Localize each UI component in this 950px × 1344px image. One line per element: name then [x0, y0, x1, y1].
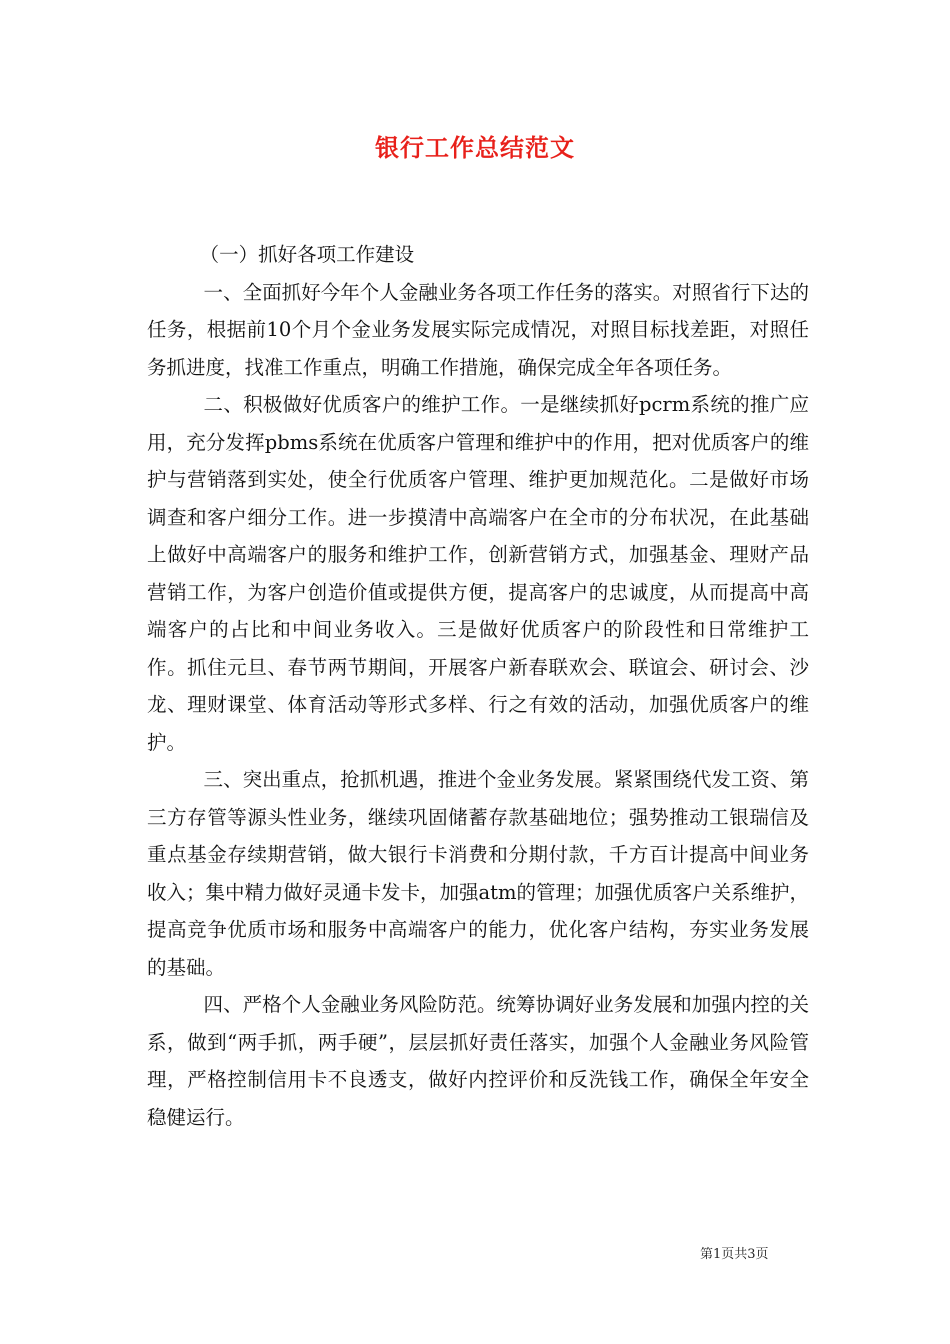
section-heading: （一）抓好各项工作建设	[199, 243, 415, 266]
paragraph-2: 二、积极做好优质客户的维护工作。一是继续抓好pcrm系统的推广应用，充分发挥pbms系统在优质客户管理和维护中的作用，把对优质客户的维护与营销落到实处，使全行优质客户管理、维护更加规范化。二是做好市场调查和客户细分工作。进一步摸清中高端客户在全市的分布状况，在此基础上做好中高端客户的服务和维护工作，创新营销方式，加强基金、理财产品营销工作，为客户创造价值或提供方便，提高客户的忠诚度，从而提高中高端客户的占比和中间业务收入。三是做好优质客户的阶段性和日常维护工作。抓住元旦、春节两节期间，开展客户新春联欢会、联谊会、研讨会、沙龙、理财课堂、体育活动等形式多样、行之有效的活动，加强优质客户的维护。	[147, 393, 809, 754]
paragraph-1: 一、全面抓好今年个人金融业务各项工作任务的落实。对照省行下达的任务，根据前10个月个金业务发展实际完成情况，对照目标找差距，对照任务抓进度，找准工作重点，明确工作措施，确保完成全年各项任务。	[147, 280, 809, 379]
paragraph-3: 三、突出重点，抢抓机遇，推进个金业务发展。紧紧围绕代发工资、第三方存管等源头性业务，继续巩固储蓄存款基础地位；强势推动工银瑞信及重点基金存续期营销，做大银行卡消费和分期付款，千方百计提高中间业务收入；集中精力做好灵通卡发卡，加强atm的管理；加强优质客户关系维护，提高竞争优质市场和服务中高端客户的能力，优化客户结构，夯实业务发展的基础。	[147, 768, 809, 979]
paragraph-4: 四、严格个人金融业务风险防范。统筹协调好业务发展和加强内控的关系，做到“两手抓，两手硬”，层层抓好责任落实，加强个人金融业务风险管理，严格控制信用卡不良透支，做好内控评价和反洗钱工作，确保全年安全稳健运行。	[147, 993, 809, 1129]
document-body	[147, 236, 809, 1136]
page-number: 第1页共3页	[700, 1247, 769, 1262]
document-title: 银行工作总结范文	[375, 133, 575, 162]
